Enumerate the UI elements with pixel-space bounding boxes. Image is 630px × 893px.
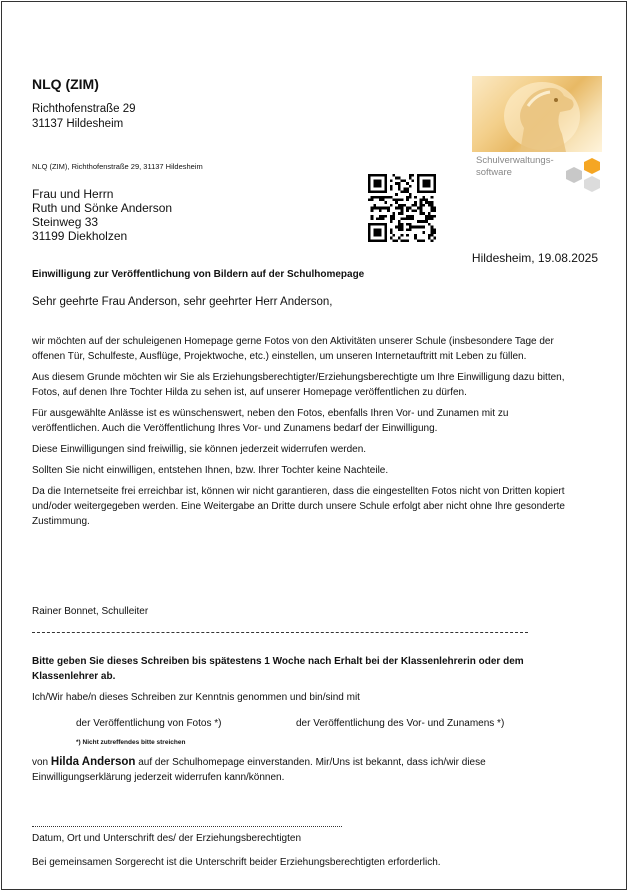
recipient-city: 31199 Diekholzen bbox=[32, 229, 128, 243]
recipient-salutation: Frau und Herrn bbox=[32, 187, 114, 201]
signature-label: Datum, Ort und Unterschrift des/ der Erziehungsberechtigten bbox=[32, 833, 302, 844]
recipient-names: Ruth und Sönke Anderson bbox=[32, 201, 173, 215]
qr-code-icon bbox=[368, 174, 436, 242]
letter-date: Hildesheim, 19.08.2025 bbox=[471, 251, 598, 265]
sender-name: NLQ (ZIM) bbox=[32, 76, 99, 92]
consent-prefix: von bbox=[32, 757, 49, 768]
body-paragraph: Für ausgewählte Anlässe ist es wünschenswert, neben den Fotos, ebenfalls Ihren Vor- und Zunamen mit zu veröffentlichen. Auch die Veröffentlichung Ihres Vor- und Zunamens bedarf der Einwilligung. bbox=[32, 408, 509, 434]
sender-city: 31137 Hildesheim bbox=[32, 118, 124, 130]
letter-subject: Einwilligung zur Veröffentlichung von Bildern auf der Schulhomepage bbox=[32, 269, 365, 280]
recipient-address bbox=[32, 187, 172, 243]
consent-statement bbox=[32, 755, 562, 785]
acknowledgement-text: Ich/Wir habe/n dieses Schreiben zur Kenntnis genommen und bin/sind mit bbox=[32, 692, 360, 703]
return-address: NLQ (ZIM), Richthofenstraße 29, 31137 Hildesheim bbox=[32, 162, 203, 171]
body-paragraph: Sollten Sie nicht einwilligen, entstehen Ihnen, bzw. Ihrer Tochter keine Nachteile. bbox=[32, 465, 389, 476]
body-paragraph: Da die Internetseite frei erreichbar ist, können wir nicht garantieren, dass die eingestellten Fotos nicht von Dritten kopiert und/oder weitergegeben werden. Eine Weitergabe an Dritte durch unsere Schule erfolgt aber nicht ohne Ihre gesonderte Zustimmung. bbox=[32, 486, 565, 527]
signature-line bbox=[32, 826, 342, 827]
option-names: der Veröffentlichung des Vor- und Zunamens *) bbox=[296, 718, 505, 729]
child-name: Hilda Anderson bbox=[50, 756, 136, 768]
sender-street: Richthofenstraße 29 bbox=[32, 103, 136, 115]
consent-text: auf der Schulhomepage einverstanden. Mir/Uns ist bekannt, dass ich/wir diese Einwilligungserklärung jederzeit widerrufen kann/können. bbox=[32, 757, 486, 783]
cut-line-divider bbox=[32, 632, 528, 633]
logo-caption bbox=[476, 155, 554, 179]
hexagon-logo-icon bbox=[564, 158, 604, 199]
logo-image bbox=[472, 76, 602, 152]
return-instructions: Bitte geben Sie dieses Schreiben bis spätestens 1 Woche nach Erhalt bei der Klassenlehrerin oder dem Klassenlehrer ab. bbox=[32, 656, 524, 682]
letter-greeting: Sehr geehrte Frau Anderson, sehr geehrter Herr Anderson, bbox=[32, 296, 333, 308]
logo-caption-line1: Schulverwaltungs- bbox=[476, 155, 554, 166]
chess-knight-icon bbox=[472, 76, 602, 152]
logo-caption-line2: software bbox=[476, 167, 512, 178]
body-paragraph: wir möchten auf der schuleigenen Homepage gerne Fotos von den Aktivitäten unserer Schule (insbesondere Tage der offenen Tür, Schulfeste, Ausflüge, Projektwoche, etc.) einstellen, um unseren Internetauftritt mit Leben zu füllen. bbox=[32, 336, 554, 362]
strike-footnote: *) Nicht zutreffendes bitte streichen bbox=[76, 739, 186, 746]
custody-note: Bei gemeinsamen Sorgerecht ist die Unterschrift beider Erziehungsberechtigten erforderlich. bbox=[32, 857, 441, 868]
signer-name: Rainer Bonnet, Schulleiter bbox=[32, 606, 149, 617]
sender-address bbox=[32, 102, 136, 132]
body-paragraph: Aus diesem Grunde möchten wir Sie als Erziehungsberechtigter/Erziehungsberechtigte um Ihre Einwilligung dazu bitten, Fotos, auf denen Ihre Tochter Hilda zu sehen ist, auf unserer Homepage veröffentlichen zu dürfen. bbox=[32, 372, 565, 398]
option-photos: der Veröffentlichung von Fotos *) bbox=[76, 718, 222, 729]
letter-body bbox=[32, 334, 572, 535]
recipient-street: Steinweg 33 bbox=[32, 215, 99, 229]
body-paragraph: Diese Einwilligungen sind freiwillig, sie können jederzeit widerrufen werden. bbox=[32, 444, 367, 455]
letter-page bbox=[1, 1, 627, 890]
